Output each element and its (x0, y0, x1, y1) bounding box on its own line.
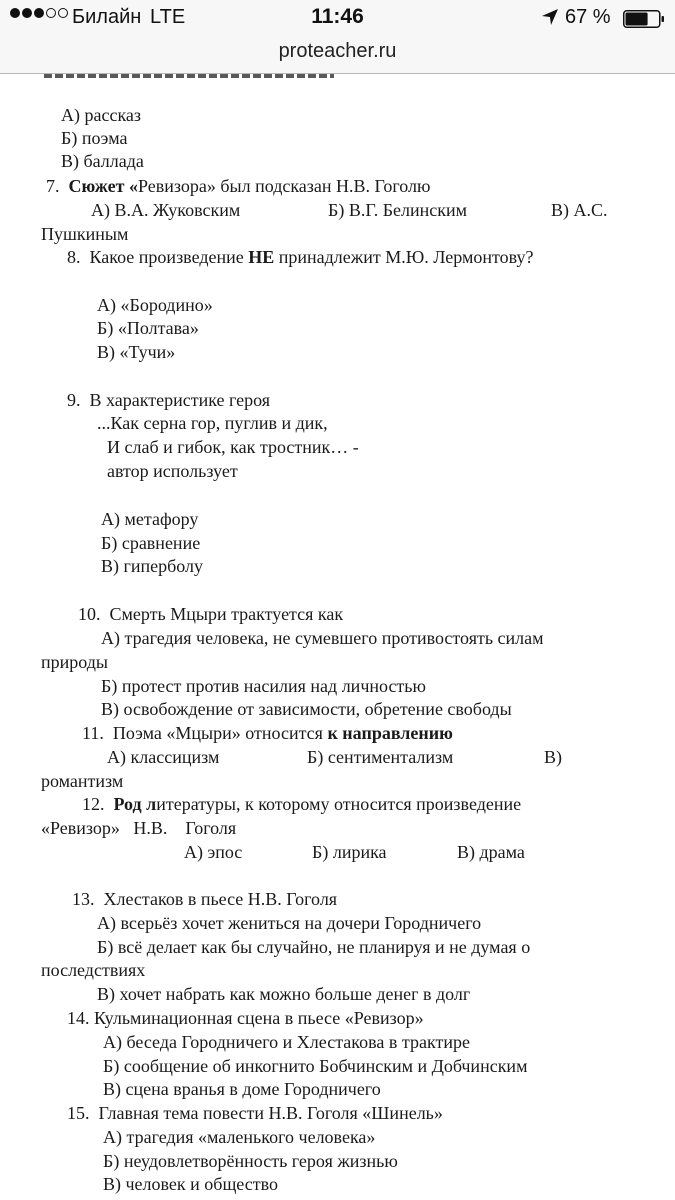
q10-option-b: Б) протест против насилия над личностью (101, 676, 426, 696)
q14-text: Кульминационная сцена в пьесе «Ревизор» (94, 1008, 424, 1028)
q11-text-pre: Поэма «Мцыри» относится (112, 723, 328, 743)
q10-option-a-cont: природы (41, 652, 108, 672)
q11-question (82, 722, 453, 745)
q10-text: Смерть Мцыри трактуется как (109, 604, 344, 624)
q9-quote-line-1: ...Как серна гор, пуглив и дик, (97, 413, 328, 433)
q10-number: 10. (78, 604, 101, 624)
q9-text: В характеристике героя (89, 390, 271, 410)
q15-option-a: А) трагедия «маленького человека» (103, 1127, 376, 1147)
carrier-name: Билайн (72, 6, 142, 28)
q15-question (67, 1102, 443, 1125)
q9-quote-line-2: И слаб и гибок, как тростник… - (107, 437, 359, 457)
q15-number: 15. (67, 1103, 90, 1123)
q7-question (46, 175, 431, 198)
q14-option-b: Б) сообщение об инкогнито Бобчинским и Добчинским (103, 1056, 528, 1076)
q15-option-b: Б) неудовлетворённость героя жизнью (103, 1151, 398, 1171)
q8-option-a: А) «Бородино» (97, 295, 213, 315)
q15-option-c: В) человек и общество (103, 1174, 278, 1194)
q9-number: 9. (67, 390, 81, 410)
address-bar[interactable]: proteacher.ru (278, 40, 397, 62)
q7-bold: Сюжет « (68, 176, 138, 196)
status-bar (0, 0, 675, 38)
q9-quote-line-3: автор использует (107, 461, 238, 481)
q8-text-post: принадлежит М.Ю. Лермонтову? (274, 247, 534, 267)
q12-bold: Род л (113, 794, 157, 814)
q8-text-pre: Какое произведение (89, 247, 249, 267)
q8-bold: НЕ (248, 247, 275, 267)
q12-question-cont: «Ревизор» Н.В. Гоголя (41, 818, 237, 838)
q13-option-c: В) хочет набрать как можно больше денег в долг (97, 984, 471, 1004)
q10-option-a: А) трагедия человека, не сумевшего противостоять силам (101, 628, 544, 648)
q10-option-c: В) освобождение от зависимости, обретение свободы (101, 699, 512, 719)
battery-percent: 67 % (565, 6, 611, 28)
q8-option-c: В) «Тучи» (97, 342, 176, 362)
network-type: LTE (150, 6, 186, 28)
q9-option-c: В) гиперболу (101, 556, 204, 576)
q14-number: 14. (67, 1008, 90, 1028)
q14-option-a: А) беседа Городничего и Хлестакова в трактире (103, 1032, 470, 1052)
q11-option-a: А) классицизм (107, 747, 220, 767)
q7-text: Ревизора» был подсказан Н.В. Гоголю (137, 176, 431, 196)
q13-number: 13. (72, 889, 95, 909)
q6-option-a: А) рассказ (61, 105, 142, 125)
q6-option-b: Б) поэма (61, 128, 128, 148)
q13-text: Хлестаков в пьесе Н.В. Гоголя (103, 889, 338, 909)
q9-option-a: А) метафору (101, 509, 199, 529)
battery-icon (623, 10, 665, 28)
q8-question (67, 246, 534, 269)
q11-option-c-cont: романтизм (41, 771, 124, 791)
q13-option-a: А) всерьёз хочет жениться на дочери Городничего (97, 913, 482, 933)
location-arrow-icon (541, 8, 559, 26)
q7-option-a: А) В.А. Жуковским (91, 200, 241, 220)
q8-option-b: Б) «Полтава» (97, 318, 199, 338)
q12-option-b: Б) лирика (312, 842, 387, 862)
clock: 11:46 (311, 5, 364, 28)
q14-option-c: В) сцена вранья в доме Городничего (103, 1079, 381, 1099)
q7-option-c-cont: Пушкиным (41, 224, 129, 244)
q11-number: 11. (82, 723, 104, 743)
q12-text: итературы, к которому относится произведение (156, 794, 522, 814)
q14-question (67, 1007, 424, 1030)
q15-text: Главная тема повести Н.В. Гоголя «Шинель» (98, 1103, 443, 1123)
q11-bold: к направлению (327, 723, 453, 743)
q7-option-c: В) А.С. (551, 200, 608, 220)
q9-option-b: Б) сравнение (101, 533, 201, 553)
q10-question (78, 603, 343, 626)
q11-option-c: В) (544, 747, 562, 767)
q12-option-c: В) драма (457, 842, 525, 862)
q7-number: 7. (46, 176, 60, 196)
q13-question (72, 888, 337, 911)
q11-option-b: Б) сентиментализм (307, 747, 454, 767)
q13-option-b: Б) всё делает как бы случайно, не планируя и не думая о (97, 937, 531, 957)
browser-header (0, 0, 675, 74)
q12-number: 12. (82, 794, 105, 814)
q12-option-a: А) эпос (184, 842, 243, 862)
q7-option-b: Б) В.Г. Белинским (328, 200, 468, 220)
q13-option-b-cont: последствиях (41, 960, 146, 980)
q9-question (67, 389, 270, 412)
q12-question (82, 793, 521, 816)
q8-number: 8. (67, 247, 81, 267)
q6-option-c: В) баллада (61, 151, 144, 171)
